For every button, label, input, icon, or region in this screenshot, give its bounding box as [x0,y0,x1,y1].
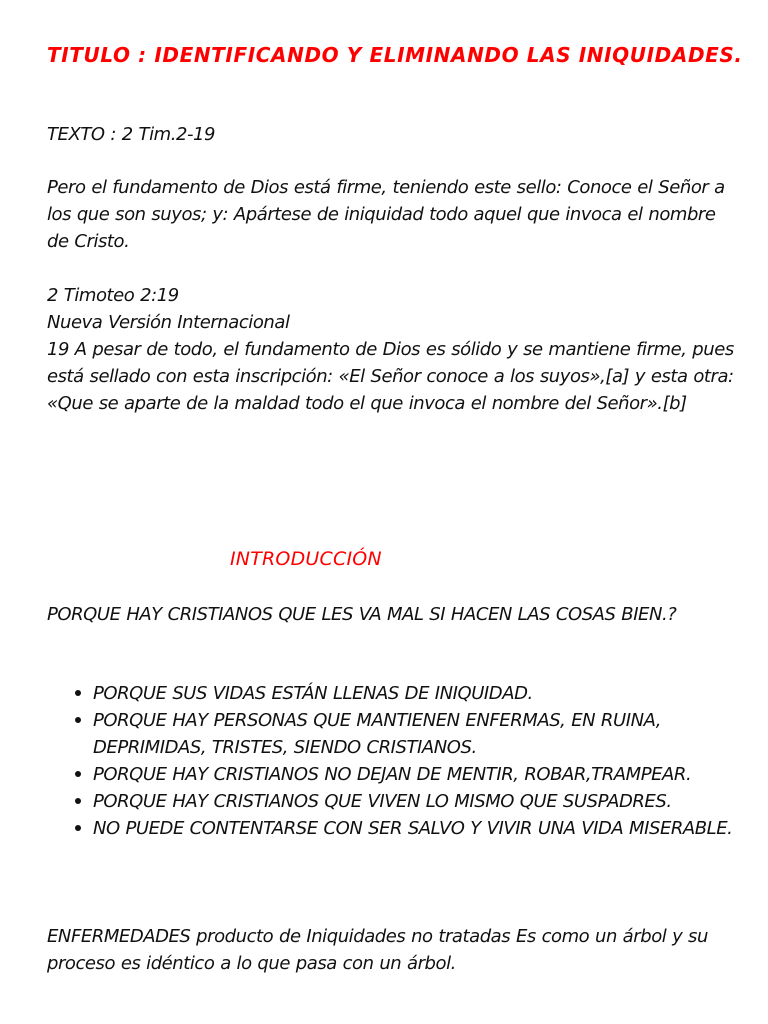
list-item-text: PORQUE HAY CRISTIANOS NO DEJAN DE MENTIR, ROBAR,TRAMPEAR. [93,764,692,785]
nvi-version: Nueva Versión Internacional [47,312,290,333]
nvi-verse: 19 A pesar de todo, el fundamento de Dios es sólido y se mantiene firme, pues está sellado con esta inscripción: «El Señor conoce a los suyos»,[a] y esta otra: «Que se aparte de la maldad todo el que invoca el nombre del Señor».[b] [47,339,734,414]
nvi-reference: 2 Timoteo 2:19 [47,285,179,306]
bullet-icon [75,717,81,723]
list-item [47,788,737,815]
texto-reference: TEXTO : 2 Tim.2-19 [47,124,216,145]
reasons-list [47,680,737,842]
list-item [47,815,737,842]
intro-question: PORQUE HAY CRISTIANOS QUE LES VA MAL SI HACEN LAS COSAS BIEN.? [47,604,677,625]
verse-rvr: Pero el fundamento de Dios está firme, teniendo este sello: Conoce el Señor a los que son suyos; y: Apártese de iniquidad todo aquel que invoca el nombre de Cristo. [47,177,725,252]
bullet-icon [75,690,81,696]
list-item-text: PORQUE HAY PERSONAS QUE MANTIENEN ENFERMAS, EN RUINA, DEPRIMIDAS, TRISTES, SIENDO CRISTIANOS. [93,710,662,758]
list-item [47,680,737,707]
list-item [47,761,737,788]
list-item-text: NO PUEDE CONTENTARSE CON SER SALVO Y VIVIR UNA VIDA MISERABLE. [93,818,733,839]
list-item-text: PORQUE HAY CRISTIANOS QUE VIVEN LO MISMO QUE SUSPADRES. [93,791,672,812]
bullet-icon [75,771,81,777]
nvi-block [47,282,737,417]
list-item-text: PORQUE SUS VIDAS ESTÁN LLENAS DE INIQUIDAD. [93,683,533,704]
document-title: TITULO : IDENTIFICANDO Y ELIMINANDO LAS INIQUIDADES. [47,43,743,67]
bullet-icon [75,825,81,831]
list-item [47,707,737,761]
introduction-heading: INTRODUCCIÓN [230,548,382,570]
bullet-icon [75,798,81,804]
closing-paragraph: ENFERMEDADES producto de Iniquidades no tratadas Es como un árbol y su proceso es idéntico a lo que pasa con un árbol. [47,926,708,974]
